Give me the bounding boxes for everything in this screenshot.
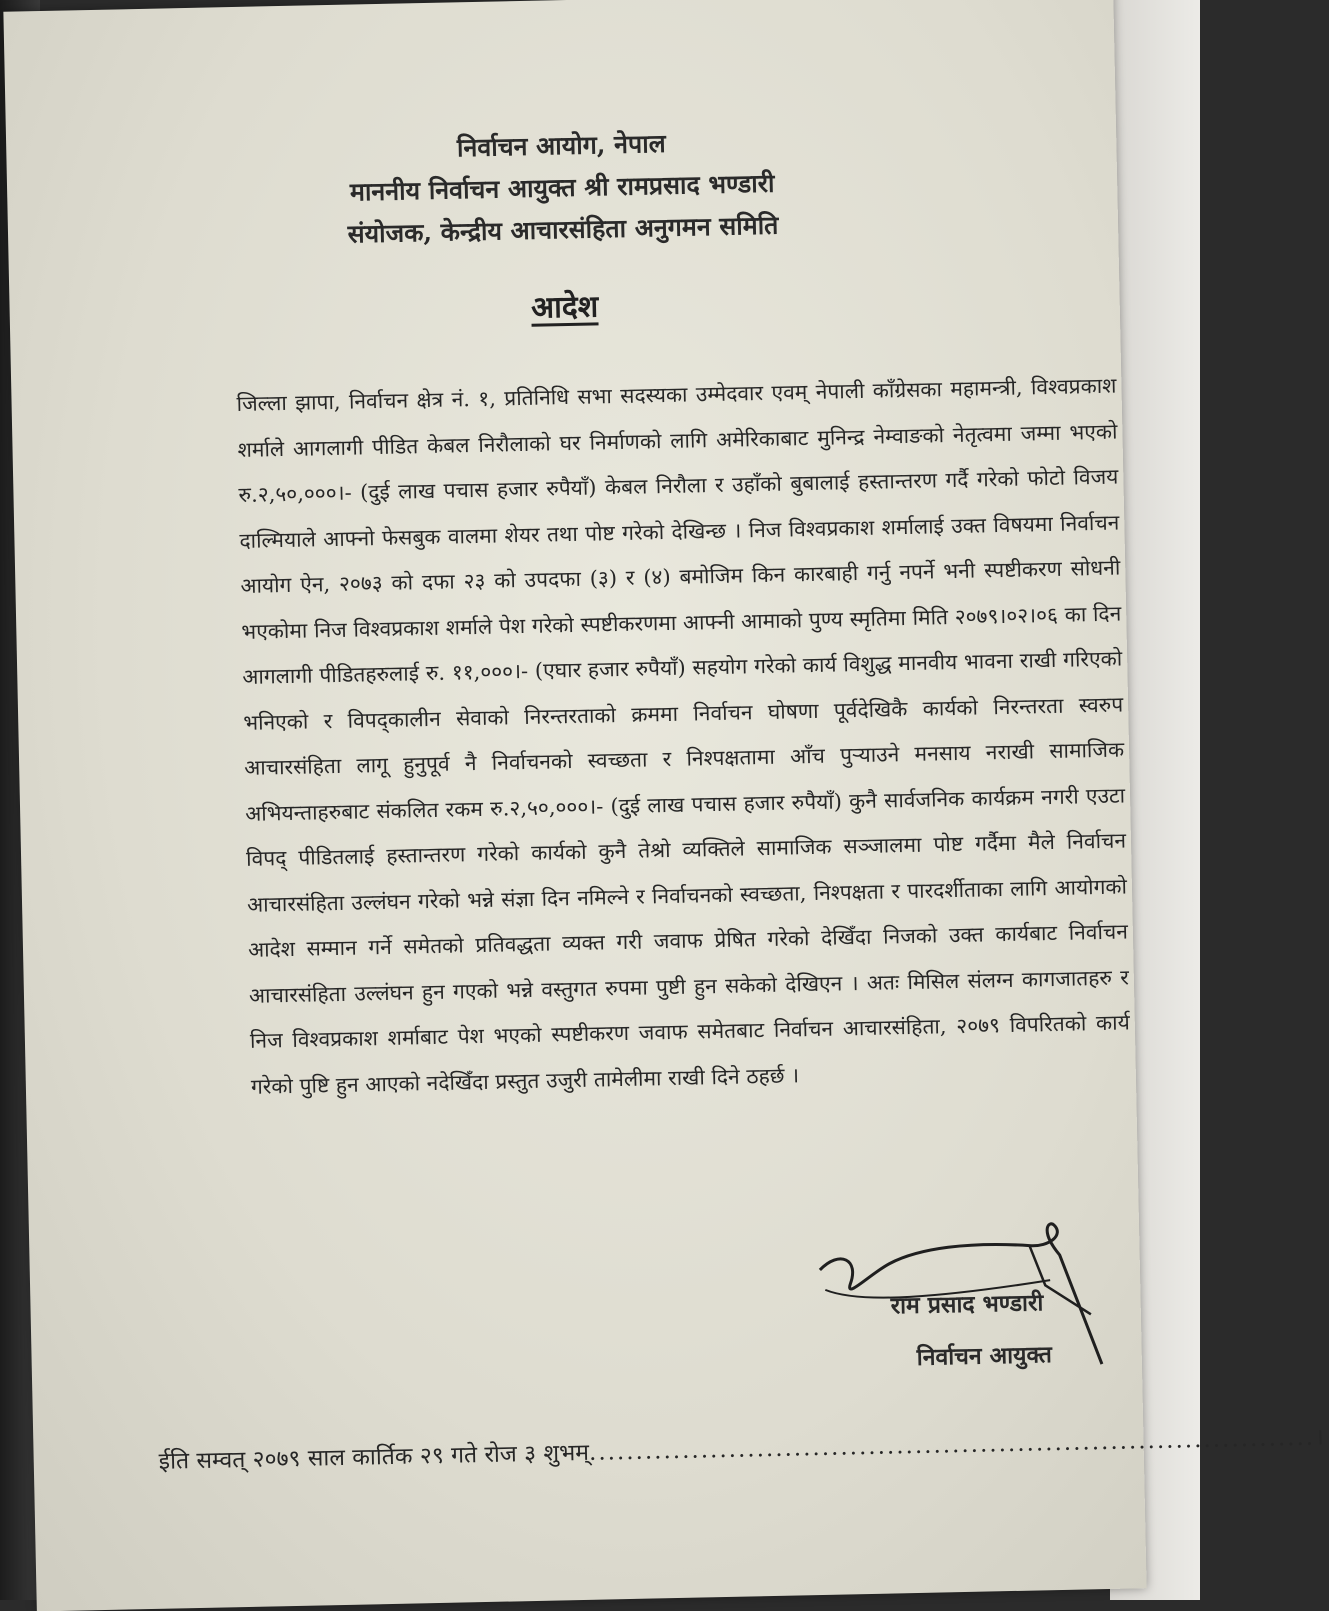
footer-dots: ..............................................................................।	[588, 1424, 1327, 1466]
document-title	[9, 273, 1120, 337]
org-name: निर्वाचन आयोग, नेपाल	[456, 128, 666, 163]
commissioner-name: माननीय निर्वाचन आयुक्त श्री रामप्रसाद भण्डारी	[349, 168, 775, 207]
signatory-name: राम प्रसाद भण्डारी	[890, 1289, 1044, 1320]
committee-name: संयोजक, केन्द्रीय आचारसंहिता अनुगमन समिति	[347, 210, 779, 249]
signature-block	[799, 1224, 1102, 1380]
title-text: आदेश	[530, 289, 599, 326]
document-header	[6, 114, 1118, 263]
document-footer	[158, 1423, 1327, 1476]
footer-date-text: ईति सम्वत् २०७९ साल कार्तिक २९ गते रोज ३ शुभम्	[158, 1439, 590, 1475]
document-page	[3, 0, 1327, 1611]
signatory-title: निर्वाचन आयुक्त	[916, 1341, 1053, 1371]
order-body: जिल्ला झापा, निर्वाचन क्षेत्र नं. १, प्रतिनिधि सभा सदस्यका उम्मेदवार एवम् नेपाली काँग्रेसका महामन्त्री, विश्वप्रकाश शर्माले आगलागी पीडित केबल निरौलाको घर निर्माणको लागि अमेरिकाबाट मुनिन्द्र नेम्वाङको नेतृत्वमा जम्मा भएको रु.२,५०,०००।- (दुई लाख पचास हजार रुपैयाँ) केबल निरौला र उहाँको बुबालाई हस्तान्तरण गर्दै गरेको फोटो विजय दाल्मियाले आफ्नो फेसबुक वालमा शेयर तथा पोष्ट गरेको देखिन्छ । निज विश्वप्रकाश शर्मालाई उक्त विषयमा निर्वाचन आयोग ऐन, २०७३ को दफा २३ को उपदफा (३) र (४) बमोजिम किन कारबाही गर्नु नपर्ने भनी स्पष्टीकरण सोधनी भएकोमा निज विश्वप्रकाश शर्माले पेश गरेको स्पष्टीकरणमा आफ्नी आमाको पुण्य स्मृतिमा मिति २०७९।०२।०६ का दिन आगलागी पीडितहरुलाई रु. ११,०००।- (एघार हजार रुपैयाँ) सहयोग गरेको कार्य विशुद्ध मानवीय भावना राखी गरिएको भनिएको र विपद्कालीन सेवाको निरन्तरताको क्रममा निर्वाचन घोषणा पूर्वदेखिकै कार्यको निरन्तरता स्वरुप आचारसंहिता लागू हुनुपूर्व नै निर्वाचनको स्वच्छता र निश्पक्षतामा आँच पुऱ्याउने मनसाय नराखी सामाजिक अभियन्ताहरुबाट संकलित रकम रु.२,५०,०००।- (दुई लाख पचास हजार रुपैयाँ) कुनै सार्वजनिक कार्यक्रम नगरी एउटा विपद् पीडितलाई हस्तान्तरण गरेको कार्यको कुनै तेश्रो व्यक्तिले सामाजिक सञ्जालमा पोष्ट गर्दैमा मैले निर्वाचन आचारसंहिता उल्लंघन गरेको भन्ने संज्ञा दिन नमिल्ने र निर्वाचनको स्वच्छता, निश्पक्षता र पारदर्शीताका लागि आयोगको आदेश सम्मान गर्ने समेतको प्रतिवद्धता व्यक्त गरी जवाफ प्रेषित गरेको देखिँदा निजको उक्त कार्यबाट निर्वाचन आचारसंहिता उल्लंघन हुन गएको भन्ने वस्तुगत रुपमा पुष्टी हुन सकेको देखिएन । अतः मिसिल संलग्न कागजातहरु र निज विश्वप्रकाश शर्माबाट पेश भएको स्पष्टीकरण जवाफ समेतबाट निर्वाचन आचारसंहिता, २०७९ विपरितको कार्य गरेको पुष्टि हुन आएको नदेखिँदा प्रस्तुत उजुरी तामेलीमा राखी दिने ठहर्छ ।	[236, 373, 1131, 1099]
